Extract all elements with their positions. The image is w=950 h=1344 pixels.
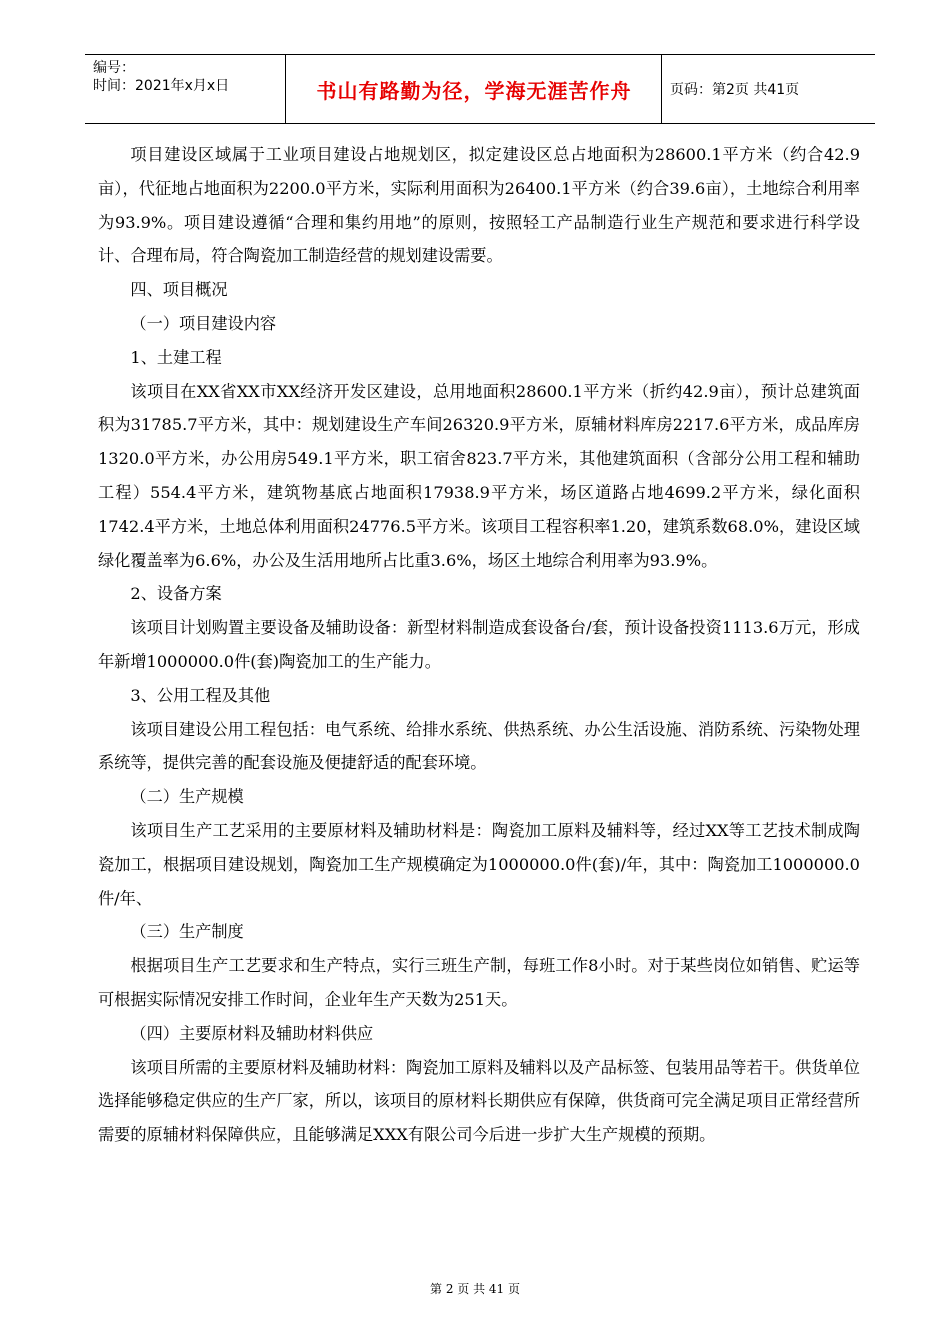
page-footer: 第 2 页 共 41 页 xyxy=(430,1282,520,1296)
header-meta xyxy=(93,59,283,95)
paragraph-materials-supply: 该项目所需的主要原材料及辅助材料：陶瓷加工原料及辅料以及产品标签、包装用品等若干。供货单位选择能够稳定供应的生产厂家，所以，该项目的原材料长期供应有保障，供货商可完全满足项目正常经营所需要的原辅材料保障供应，且能够满足XXX有限公司今后进一步扩大生产规模的预期。 xyxy=(98,1057,860,1145)
header-motto: 书山有路勤为径，学海无涯苦作舟 xyxy=(316,78,632,103)
section-heading-project-overview: 四、项目概况 xyxy=(130,280,228,300)
subsection-heading-materials-supply: （四）主要原材料及辅助材料供应 xyxy=(130,1023,374,1043)
subsection-heading-construction-content: （一）项目建设内容 xyxy=(130,313,277,333)
paragraph-equipment-plan: 该项目计划购置主要设备及辅助设备：新型材料制造成套设备台/套，预计设备投资1113.6万元，形成年新增1000000.0件(套)陶瓷加工的生产能力。 xyxy=(98,618,860,671)
paragraph-civil-works: 该项目在XX省XX市XX经济开发区建设，总用地面积28600.1平方米（折约42.9亩），预计总建筑面积为31785.7平方米，其中：规划建设生产车间26320.9平方米，原辅材料库房2217.6平方米，成品库房1320.0平方米，办公用房549.1平方米，职工宿舍823.7平方米，其他建筑面积（含部分公用工程和辅助工程）554.4平方米，建筑物基底占地面积17938.9平方米，场区道路占地4699.2平方米，绿化面积1742.4平方米，土地总体利用面积24776.5平方米。该项目工程容积率1.20，建筑系数68.0%，建设区域绿化覆盖率为6.6%，办公及生活用地所占比重3.6%，场区土地综合利用率为93.9%。 xyxy=(98,381,860,570)
subsection-heading-production-system: （三）生产制度 xyxy=(130,922,244,942)
header-divider-right xyxy=(661,55,662,123)
paragraph-land-use: 项目建设区域属于工业项目建设占地规划区，拟定建设区总占地面积为28600.1平方米（约合42.9亩），代征地占地面积为2200.0平方米，实际利用面积为26400.1平方米（约合39.6亩），土地综合利用率为93.9%。项目建设遵循“合理和集约用地”的原则，按照轻工产品制造行业生产规范和要求进行科学设计、合理布局，符合陶瓷加工制造经营的规划建设需要。 xyxy=(98,145,860,266)
item-heading-equipment-plan: 2、设备方案 xyxy=(130,584,222,604)
document-number-label: 编号： xyxy=(93,60,135,76)
paragraph-production-system: 根据项目生产工艺要求和生产特点，实行三班生产制，每班工作8小时。对于某些岗位如销售、贮运等可根据实际情况安排工作时间，企业年生产天数为251天。 xyxy=(98,956,860,1009)
item-heading-public-works: 3、公用工程及其他 xyxy=(130,685,271,705)
subsection-heading-production-scale: （二）生产规模 xyxy=(130,787,244,807)
header-page-info: 页码：第2页 共41页 xyxy=(670,82,800,98)
document-body xyxy=(98,138,860,1152)
paragraph-production-scale: 该项目生产工艺采用的主要原材料及辅助材料是：陶瓷加工原料及辅料等，经过XX等工艺技术制成陶瓷加工，根据项目建设规划，陶瓷加工生产规模确定为1000000.0件(套)/年，其中：陶瓷加工1000000.0件/年、 xyxy=(98,820,860,908)
paragraph-public-works: 该项目建设公用工程包括：电气系统、给排水系统、供热系统、办公生活设施、消防系统、污染物处理系统等，提供完善的配套设施及便捷舒适的配套环境。 xyxy=(98,719,860,773)
header-divider-left xyxy=(285,55,286,123)
item-heading-civil-works: 1、土建工程 xyxy=(130,347,222,367)
page-header xyxy=(85,54,875,124)
document-time: 时间：2021年x月x日 xyxy=(93,78,230,94)
